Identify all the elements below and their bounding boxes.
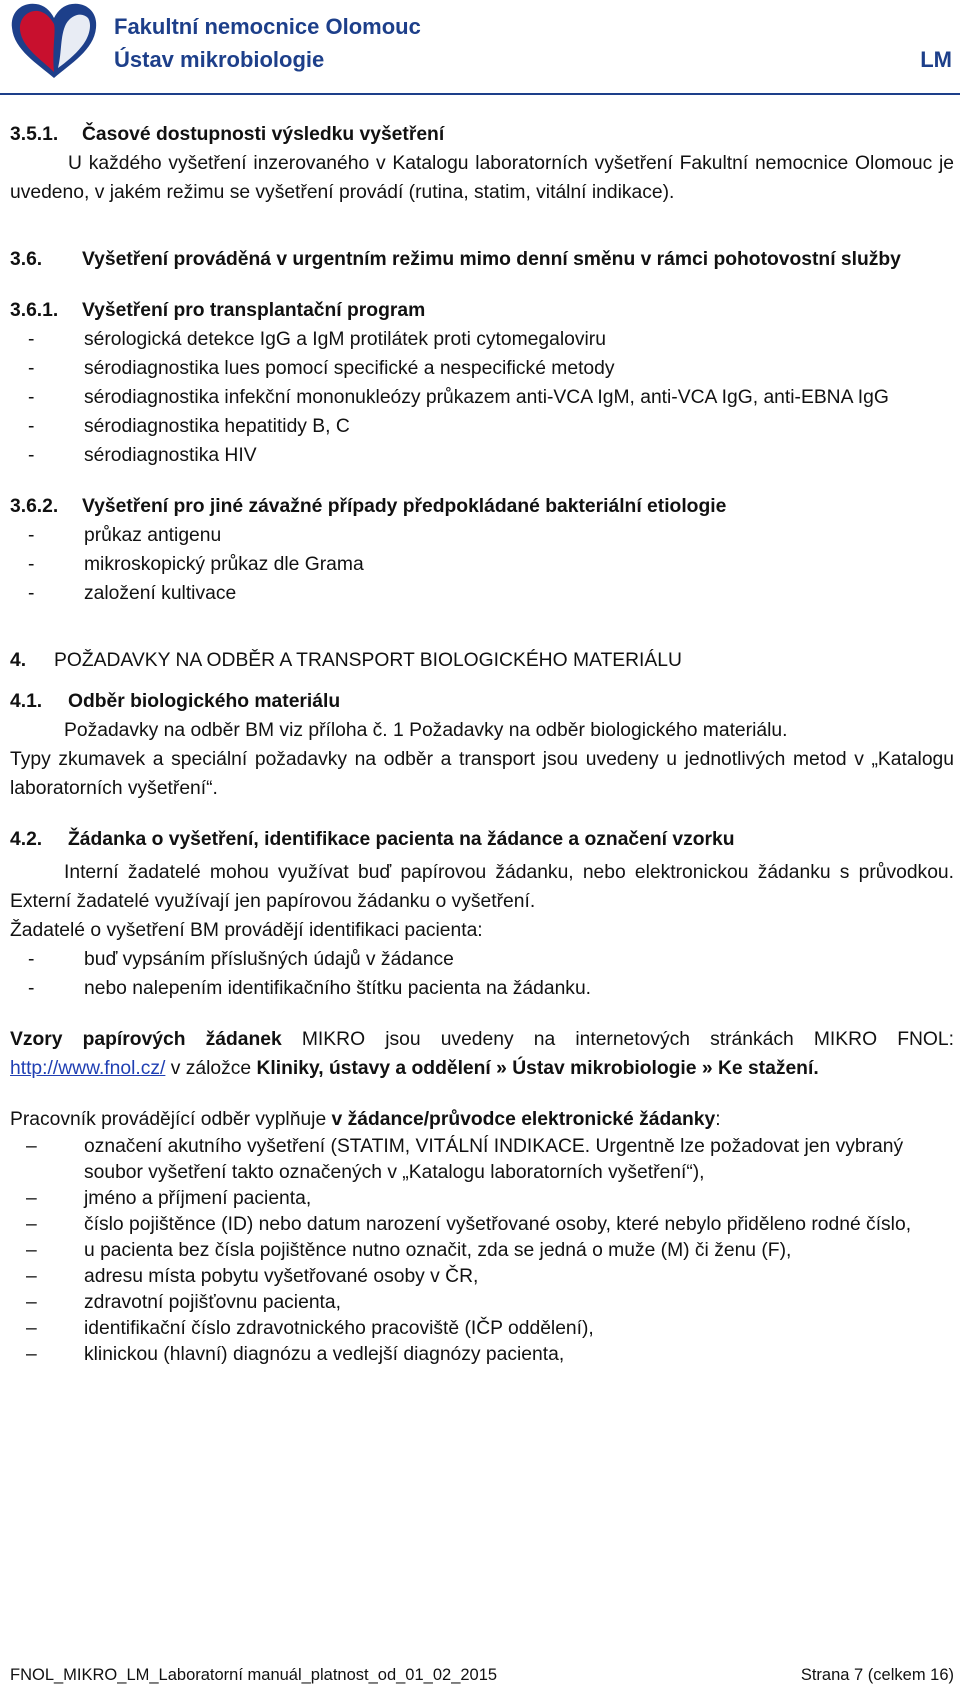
list-item: - sérodiagnostika infekční mononukleózy průkazem anti-VCA IgM, anti-VCA IgG, anti-EBNA IgG: [10, 383, 954, 412]
list-item: – klinickou (hlavní) diagnózu a vedlejší diagnózy pacienta,: [10, 1342, 954, 1368]
list-item: – identifikační číslo zdravotnického pracoviště (IČP oddělení),: [10, 1316, 954, 1342]
list-item: - mikroskopický průkaz dle Grama: [10, 550, 954, 579]
request-fields-list: [10, 1134, 954, 1368]
paragraph: Interní žadatelé mohou využívat buď papírovou žádanku, nebo elektronickou žádanku s průvodkou. Externí žadatelé využívají jen papírovou žádanku o vyšetření.: [10, 862, 954, 912]
forms-path: Kliniky, ústavy a oddělení » Ústav mikrobiologie » Ke stažení.: [256, 1058, 819, 1079]
paragraph: Typy zkumavek a speciální požadavky na odběr a transport jsou uvedeny u jednotlivých metod v „Katalogu laboratorních vyšetření“.: [10, 749, 954, 799]
forms-text: v záložce: [165, 1058, 257, 1079]
worker-text: Pracovník provádějící odběr vyplňuje: [10, 1109, 332, 1130]
identification-list: [10, 945, 954, 1003]
worker-bold: v žádance/průvodce elektronické žádanky: [331, 1109, 716, 1130]
section-number: 3.5.1.: [10, 124, 59, 145]
document-filename: FNOL_MIKRO_LM_Laboratorní manuál_platnost_od_01_02_2015: [10, 1666, 498, 1684]
forms-paragraph: [10, 1025, 954, 1083]
list-item: – označení akutního vyšetření (STATIM, VITÁLNÍ INDIKACE. Urgentně lze požadovat jen vybraný soubor vyšetření takto označených v „Katalogu laboratorních vyšetření“),: [10, 1134, 954, 1186]
section-title: Vyšetření prováděná v urgentním režimu mimo denní směnu v rámci pohotovostní služby: [82, 249, 901, 270]
list-item: - sérologická detekce IgG a IgM protilátek proti cytomegaloviru: [10, 325, 954, 354]
section-heading: [10, 245, 954, 274]
list-item: – adresu místa pobytu vyšetřované osoby v ČR,: [10, 1264, 954, 1290]
bacterial-exam-list: [10, 521, 954, 608]
section-heading: [10, 120, 954, 149]
page-number: Strana 7 (celkem 16): [800, 1666, 954, 1684]
section-heading: [10, 296, 954, 325]
list-item: – u pacienta bez čísla pojištěnce nutno označit, zda se jedná o muže (M) či ženu (F),: [10, 1238, 954, 1264]
paragraph: Požadavky na odběr BM viz příloha č. 1 Požadavky na odběr biologického materiálu.: [64, 720, 788, 741]
list-item: - nebo nalepením identifikačního štítku pacienta na žádanku.: [10, 974, 954, 1003]
document-body: [10, 120, 954, 1368]
paragraph: U každého vyšetření inzerovaného v Katalogu laboratorních vyšetření Fakultní nemocnice Olomouc je uvedeno, v jakém režimu se vyšetření provádí (rutina, statim, vitální indikace).: [10, 153, 954, 203]
heart-logo-icon: [8, 2, 100, 80]
department-code: LM: [920, 47, 952, 72]
section-number: 4.1.: [10, 691, 43, 712]
chapter-number: 4.: [10, 650, 27, 671]
transplant-exam-list: [10, 325, 954, 470]
section-number: 3.6.: [10, 249, 43, 270]
worker-colon: :: [715, 1109, 721, 1130]
header-divider: [0, 93, 960, 95]
section-heading: [10, 492, 954, 521]
page-header: [0, 0, 960, 98]
section-title: Odběr biologického materiálu: [68, 691, 341, 712]
section-number: 3.6.2.: [10, 496, 59, 517]
paragraph: Žadatelé o vyšetření BM provádějí identifikaci pacienta:: [10, 920, 483, 941]
list-item: – zdravotní pojišťovnu pacienta,: [10, 1290, 954, 1316]
section-number: 4.2.: [10, 829, 43, 850]
list-item: - sérodiagnostika lues pomocí specifické a nespecifické metody: [10, 354, 954, 383]
section-title: Časové dostupnosti výsledku vyšetření: [82, 124, 445, 145]
list-item: - sérodiagnostika hepatitidy B, C: [10, 412, 954, 441]
list-item: - založení kultivace: [10, 579, 954, 608]
section-number: 3.6.1.: [10, 300, 59, 321]
hospital-name: Fakultní nemocnice Olomouc: [114, 14, 421, 39]
fnol-website-link[interactable]: http://www.fnol.cz/: [10, 1058, 166, 1079]
section-title: Vyšetření pro transplantační program: [82, 300, 426, 321]
department-name: Ústav mikrobiologie: [114, 47, 325, 72]
list-item: - průkaz antigenu: [10, 521, 954, 550]
forms-text: MIKRO jsou uvedeny na internetových stránkách MIKRO FNOL:: [281, 1029, 954, 1050]
worker-paragraph: [10, 1105, 954, 1134]
list-item: – číslo pojištěnce (ID) nebo datum narození vyšetřované osoby, které nebylo přiděleno rodné číslo,: [10, 1212, 954, 1238]
list-item: - buď vypsáním příslušných údajů v žádance: [10, 945, 954, 974]
page-footer: [10, 1666, 954, 1685]
chapter-heading: [10, 646, 954, 675]
forms-label: Vzory papírových žádanek: [10, 1029, 282, 1050]
list-item: - sérodiagnostika HIV: [10, 441, 954, 470]
list-item: – jméno a příjmení pacienta,: [10, 1186, 954, 1212]
section-heading: [10, 825, 954, 854]
section-title: Žádanka o vyšetření, identifikace pacienta na žádance a označení vzorku: [68, 829, 735, 850]
section-title: Vyšetření pro jiné závažné případy předpokládané bakteriální etiologie: [82, 496, 727, 517]
chapter-title: POŽADAVKY NA ODBĚR A TRANSPORT BIOLOGICKÉHO MATERIÁLU: [54, 650, 682, 671]
section-heading: [10, 687, 954, 716]
